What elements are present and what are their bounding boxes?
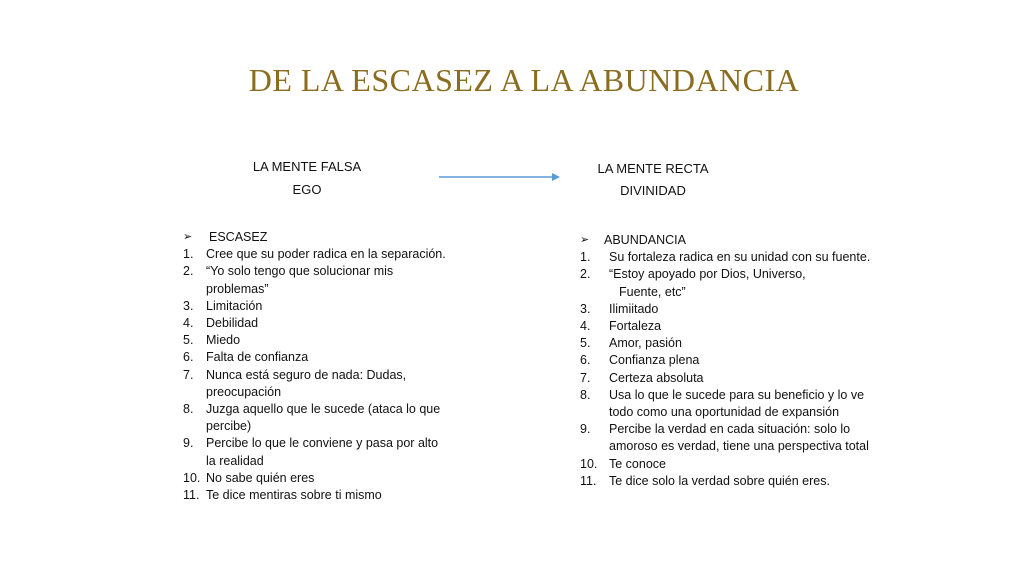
item-number: 7. (580, 370, 591, 385)
arrowhead-bullet-icon: ➢ (580, 234, 590, 246)
item-number: 4. (183, 316, 194, 330)
list-item (580, 387, 900, 421)
item-number: 5. (580, 336, 591, 351)
right-heading-mind: LA MENTE RECTA (597, 161, 709, 176)
item-text: Fortaleza (609, 319, 662, 333)
item-text: Su fortaleza radica en su unidad con su fuente. (609, 250, 871, 265)
item-text: Nunca está seguro de nada: Dudas, (206, 367, 407, 382)
item-number: 8. (183, 402, 194, 417)
left-heading-mind: LA MENTE FALSA (252, 159, 362, 174)
item-number: 2. (580, 267, 591, 282)
item-text-continued: amoroso es verdad, tiene una perspectiva total (609, 439, 869, 454)
item-text: Juzga aquello que le sucede (ataca lo que (206, 402, 441, 417)
item-text: Percibe la verdad en cada situación: solo lo (609, 422, 851, 437)
left-bullet-label: ESCASEZ (209, 230, 268, 244)
item-text: Usa lo que le sucede para su beneficio y lo ve (609, 387, 865, 402)
right-heading-divinity: DIVINIDAD (620, 183, 686, 198)
item-number: 8. (580, 387, 591, 402)
item-number: 10. (580, 456, 598, 471)
list-item (580, 249, 900, 266)
item-number: 7. (183, 367, 194, 382)
item-number: 11. (183, 488, 200, 503)
list-item (183, 349, 473, 366)
list-item (183, 401, 473, 435)
list-item (580, 352, 900, 369)
list-item (580, 421, 900, 455)
item-text: “Yo solo tengo que solucionar mis (206, 264, 394, 279)
item-text: Te dice solo la verdad sobre quién eres. (609, 473, 830, 488)
item-number: 6. (580, 353, 591, 368)
item-number: 11. (580, 473, 597, 488)
item-text: “Estoy apoyado por Dios, Universo, (609, 267, 806, 282)
item-number: 3. (183, 298, 194, 313)
item-text: Limitación (206, 298, 263, 313)
list-item (183, 367, 473, 401)
item-text: Certeza absoluta (609, 370, 704, 385)
item-number: 10. (183, 470, 201, 485)
list-item (183, 470, 473, 487)
item-text-continued: todo como una oportunidad de expansión (609, 405, 840, 420)
list-item (580, 266, 900, 300)
right-bullet-label: ABUNDANCIA (604, 233, 686, 247)
list-item (183, 487, 473, 504)
item-text: Ilimiitado (609, 301, 659, 316)
item-text: Cree que su poder radica en la separación. (206, 247, 446, 262)
list-item (183, 298, 473, 315)
list-item (580, 335, 900, 352)
list-item (580, 318, 900, 335)
list-item (580, 456, 900, 473)
item-text: Miedo (206, 333, 241, 348)
list-item (183, 246, 473, 263)
item-number: 9. (183, 436, 194, 451)
left-list (183, 246, 473, 504)
list-item (183, 315, 473, 332)
item-number: 1. (580, 250, 591, 265)
list-item (580, 301, 900, 318)
list-item (580, 473, 900, 490)
list-item (580, 370, 900, 387)
list-item (183, 332, 473, 349)
item-number: 9. (580, 422, 591, 437)
item-text: Te conoce (609, 456, 666, 471)
item-text: Falta de confianza (206, 350, 309, 365)
item-text-continued: problemas” (206, 281, 269, 296)
item-text: Percibe lo que le conviene y pasa por alto (206, 436, 439, 451)
item-number: 3. (580, 301, 591, 316)
item-number: 1. (183, 247, 194, 262)
item-number: 6. (183, 350, 194, 365)
item-text: Amor, pasión (609, 336, 682, 351)
left-heading-ego: EGO (292, 182, 322, 197)
item-text-continued: percibe) (206, 419, 252, 434)
right-arrow-icon (438, 170, 562, 184)
item-text-continued: la realidad (206, 453, 264, 468)
list-item (183, 435, 473, 469)
right-bullet-row (580, 232, 900, 249)
item-number: 2. (183, 264, 194, 279)
left-bullet-row (183, 229, 473, 246)
arrowhead-bullet-icon: ➢ (183, 231, 193, 243)
item-text: No sabe quién eres (206, 470, 315, 485)
item-text-continued: Fuente, etc” (619, 284, 686, 299)
left-column (183, 229, 473, 504)
item-text-continued: preocupación (206, 384, 282, 399)
list-item (183, 263, 473, 297)
item-text: Debilidad (206, 316, 259, 330)
item-text: Te dice mentiras sobre ti mismo (206, 488, 382, 503)
right-list (580, 249, 900, 490)
slide-title: DE LA ESCASEZ A LA ABUNDANCIA (248, 62, 800, 98)
item-text: Confianza plena (609, 353, 700, 368)
item-number: 4. (580, 319, 591, 333)
right-column (580, 232, 900, 490)
item-number: 5. (183, 333, 194, 348)
